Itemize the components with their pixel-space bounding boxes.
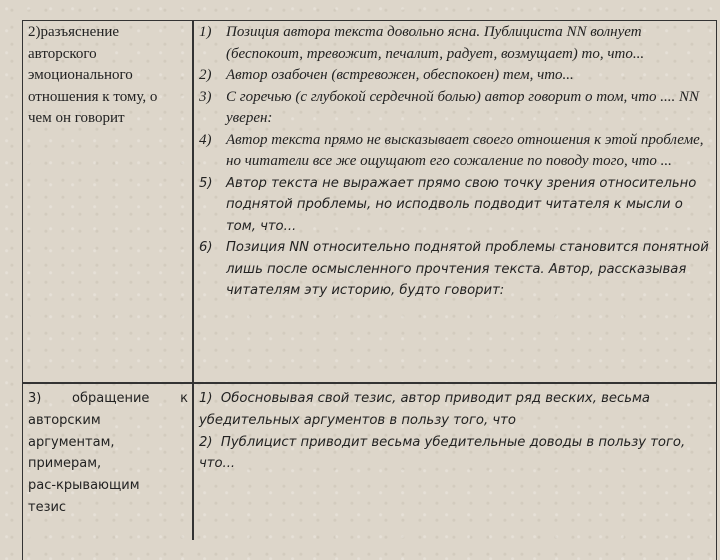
criterion-first-line: 3) обращение к xyxy=(28,391,188,406)
phrase-item: 2) Автор озабочен (встревожен, обеспокоен) тем, что... xyxy=(199,67,574,83)
criterion-line: аргументам, xyxy=(28,434,115,450)
criterion-line: тезис xyxy=(28,499,67,515)
phrase-item: 3) С горечью (с глубокой сердечной болью) автор говорит о том, что .... NN уверен: xyxy=(199,88,700,126)
phrase-list-3 xyxy=(199,388,711,475)
criterion-cell-2 xyxy=(28,22,188,130)
phrase-item: 6) Позиция NN относительно поднятой проблемы становится понятной лишь после осмысленного прочтения текста. Автор, рассказывая читателям эту историю, будто говорит: xyxy=(199,240,709,298)
row-divider xyxy=(22,382,717,384)
phrase-item: 4) Автор текста прямо не высказывает своего отношения к этой проблеме, но читатели все же ощущают его сожаление по поводу того, что ... xyxy=(199,131,704,169)
column-divider xyxy=(192,20,194,540)
criterion-line: 2)разъяснение xyxy=(28,24,120,40)
criterion-line: примерам, xyxy=(28,456,102,472)
criterion-line: рас-крывающим xyxy=(28,478,140,494)
criterion-line: отношения к тому, о xyxy=(28,88,158,105)
phrase-item: 5) Автор текста не выражает прямо свою точку зрения относительно поднятой проблемы, но исподволь подводит читателя к мысли о том, что... xyxy=(199,175,697,234)
criterion-line: эмоционального xyxy=(28,67,133,83)
phrase-item: 2) Публицист приводит весьма убедительные доводы в пользу того, что... xyxy=(199,434,690,472)
criterion-cell-3 xyxy=(28,388,188,519)
phrase-item: 1) Позиция автора текста довольно ясна. Публициста NN волнует (беспокоит, тревожит, печалит, радует, возмущает) то, что... xyxy=(199,24,645,62)
criterion-line: авторского xyxy=(28,45,97,62)
phrase-list-2 xyxy=(199,22,711,302)
phrase-item: 1) Обосновывая свой тезис, автор приводит ряд веских, весьма убедительных аргументов в пользу того, что xyxy=(199,391,655,428)
criterion-line: авторским xyxy=(28,412,101,428)
criterion-line: чем он говорит xyxy=(28,110,125,126)
